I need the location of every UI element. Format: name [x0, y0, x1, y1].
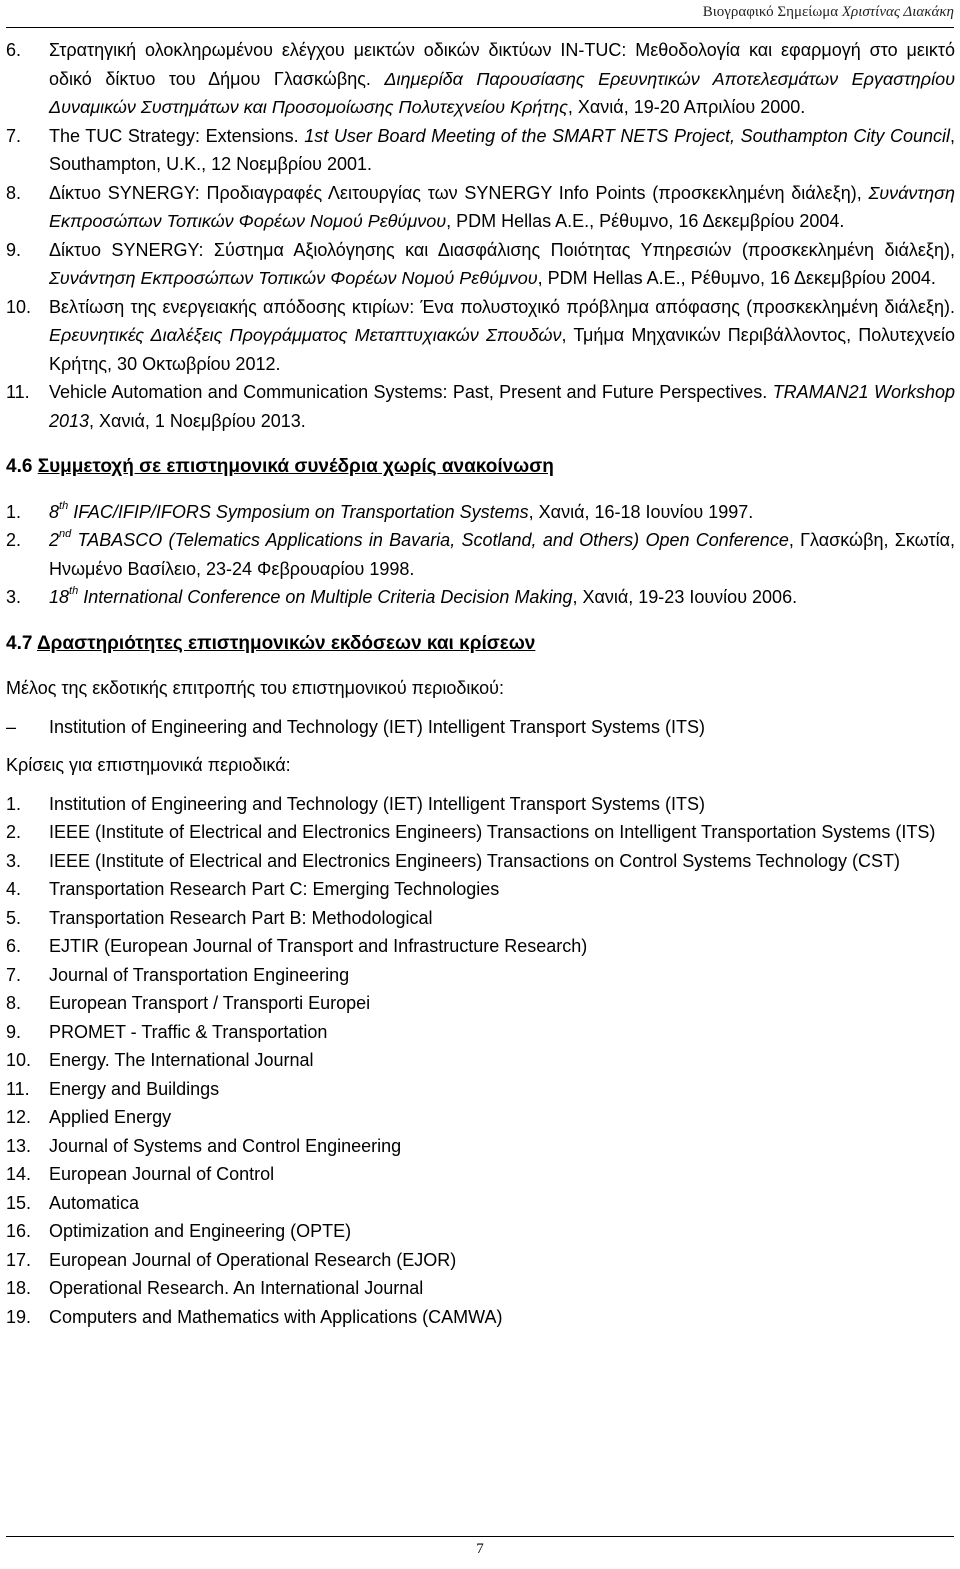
section-heading-4-6 — [6, 453, 955, 482]
journal-list-item — [6, 1274, 955, 1303]
list-item — [6, 583, 955, 612]
list-item — [6, 179, 955, 236]
item-number: 8. — [6, 182, 22, 203]
list-item — [6, 122, 955, 179]
list-item — [6, 498, 955, 527]
journal-list-item — [6, 1246, 955, 1275]
item-details: , Χανιά, 1 Νοεμβρίου 2013. — [89, 410, 306, 431]
journal-list-item — [6, 875, 955, 904]
list-item — [6, 36, 955, 122]
journal-name: Applied Energy — [49, 1107, 172, 1127]
item-text — [49, 583, 955, 612]
item-venue: 1st User Board Meeting of the SMART NETS Project, Southampton City Council — [304, 125, 950, 146]
item-number: 1. — [6, 793, 22, 814]
item-title: The TUC Strategy: Extensions. — [49, 125, 305, 146]
section-heading-4-7 — [6, 630, 955, 659]
journal-list-item — [6, 847, 955, 876]
footer-divider — [6, 1536, 954, 1537]
item-number: 13. — [6, 1135, 32, 1156]
ordinal-suffix: nd — [59, 528, 72, 540]
item-text — [49, 179, 955, 236]
journal-list-item — [6, 818, 955, 847]
ordinal-suffix: th — [69, 585, 79, 597]
page-number: 7 — [476, 1541, 484, 1557]
conference-name: IFAC/IFIP/IFORS Symposium on Transportation Systems — [68, 501, 529, 522]
ordinal-suffix: th — [59, 499, 69, 512]
item-title: Δίκτυο SYNERGY: Προδιαγραφές Λειτουργίας των SYNERGY Info Points (προσκεκλημένη διάλεξη), — [49, 182, 869, 203]
journal-list-item — [6, 904, 955, 933]
item-number: 9. — [6, 239, 22, 260]
item-details: , Γλασκώβη, Σκωτία, Ηνωμένο Βασίλειο, 23-24 Φεβρουαρίου 1998. — [49, 530, 955, 579]
item-text — [49, 236, 955, 293]
item-venue: Ερευνητικές Διαλέξεις Προγράμματος Μεταπτυχιακών Σπουδών — [49, 325, 562, 345]
item-number: 19. — [6, 1306, 32, 1327]
conference-name: TABASCO (Telematics Applications in Bavaria, Scotland, and Others) Open Conference — [71, 530, 789, 550]
item-title: Δίκτυο SYNERGY: Σύστημα Αξιολόγησης και Διασφάλισης Ποιότητας Υπηρεσιών (προσκεκλημένη διάλεξη), — [49, 239, 955, 260]
list-item — [6, 526, 955, 583]
ordinal: 8 — [49, 501, 60, 522]
item-venue: TRAMAN21 Workshop 2013 — [49, 382, 955, 431]
journal-name: IEEE (Institute of Electrical and Electronics Engineers) Transactions on Control Systems Technology (CST) — [49, 850, 901, 871]
journal-name: Institution of Engineering and Technology (IET) Intelligent Transport Systems (ITS) — [49, 793, 705, 814]
item-details: , Τμήμα Μηχανικών Περιβάλλοντος, Πολυτεχνείο Κρήτης, 30 Οκτωβρίου 2012. — [49, 325, 955, 374]
section-title: Συμμετοχή σε επιστημονικά συνέδρια χωρίς ανακοίνωση — [37, 456, 554, 477]
editorial-item — [6, 713, 955, 742]
journals-list — [6, 790, 955, 1332]
item-number: 9. — [6, 1021, 22, 1042]
item-number: 4. — [6, 879, 22, 899]
journal-name: IEEE (Institute of Electrical and Electronics Engineers) Transactions on Intelligent Transportation Systems (ITS) — [49, 822, 936, 842]
list-item — [6, 236, 955, 293]
item-number: 2. — [6, 530, 22, 550]
ordinal: 18 — [49, 587, 70, 607]
journal-list-item — [6, 1132, 955, 1161]
journal-name: Transportation Research Part C: Emerging Technologies — [49, 879, 500, 899]
item-text — [49, 498, 955, 527]
section-number: 4.7 — [6, 632, 33, 654]
item-number: 12. — [6, 1107, 32, 1127]
item-number: 7. — [6, 125, 22, 146]
item-title: Στρατηγική ολοκληρωμένου ελέγχου μεικτών οδικών δικτύων IN-TUC: Μεθοδολογία και εφαρμογή στο μεικτό οδικό δίκτυο του Δήμου Γλασκώβης. — [49, 40, 955, 89]
running-header — [703, 4, 954, 21]
item-number: 3. — [6, 587, 22, 607]
item-title: Vehicle Automation and Communication Systems: Past, Present and Future Perspectives. — [49, 382, 773, 402]
journal-name: European Journal of Control — [49, 1164, 275, 1184]
ordinal: 2 — [49, 530, 60, 550]
journal-name: Computers and Mathematics with Applications (CAMWA) — [49, 1306, 503, 1327]
journal-list-item — [6, 1217, 955, 1246]
item-number: 1. — [6, 501, 22, 522]
talks-list — [6, 36, 955, 435]
item-text — [49, 122, 955, 179]
item-title: Βελτίωση της ενεργειακής απόδοσης κτιρίων: Ένα πολυστοχικό πρόβλημα απόφασης (προσκεκλημένη διάλεξη). — [49, 296, 955, 317]
list-item — [6, 378, 955, 435]
item-number: 3. — [6, 850, 22, 871]
item-number: 11. — [6, 1078, 30, 1099]
header-divider — [6, 27, 954, 28]
item-number: 6. — [6, 40, 22, 60]
item-details: , PDM Hellas A.E., Ρέθυμνο, 16 Δεκεμβρίου 2004. — [537, 268, 936, 288]
item-details: , Southampton, U.K., 12 Νοεμβρίου 2001. — [49, 125, 955, 174]
journal-name: European Transport / Transporti Europei — [49, 993, 371, 1013]
document-body — [6, 36, 955, 1331]
section-number: 4.6 — [6, 456, 33, 477]
journal-list-item — [6, 1189, 955, 1218]
journal-list-item — [6, 790, 955, 819]
journal-name: PROMET - Traffic & Transportation — [49, 1021, 328, 1042]
section-title: Δραστηριότητες επιστημονικών εκδόσεων και κρίσεων — [37, 632, 536, 654]
journal-name: Automatica — [49, 1192, 140, 1213]
journal-list-item — [6, 1160, 955, 1189]
journal-list-item — [6, 932, 955, 961]
item-text — [49, 526, 955, 583]
item-number: 18. — [6, 1278, 32, 1298]
journal-list-item — [6, 989, 955, 1018]
journal-name: Energy. The International Journal — [49, 1050, 314, 1070]
item-number: 7. — [6, 964, 22, 985]
journal-list-item — [6, 1018, 955, 1047]
dash-bullet: – — [6, 716, 17, 737]
item-number: 15. — [6, 1192, 32, 1213]
item-text — [49, 378, 955, 435]
journal-name: European Journal of Operational Research (EJOR) — [49, 1249, 457, 1270]
journal-list-item — [6, 961, 955, 990]
item-venue: Συνάντηση Εκπροσώπων Τοπικών Φορέων Νομού Ρεθύμνου — [49, 182, 955, 231]
item-details: , Χανιά, 19-20 Απριλίου 2000. — [567, 97, 806, 117]
item-number: 10. — [6, 1050, 32, 1070]
journal-name: Optimization and Engineering (OPTE) — [49, 1221, 352, 1241]
item-number: 16. — [6, 1221, 32, 1241]
item-number: 10. — [6, 296, 32, 317]
reviews-label: Κρίσεις για επιστημονικά περιοδικά: — [6, 755, 291, 775]
conference-name: International Conference on Multiple Criteria Decision Making — [78, 587, 573, 607]
item-number: 17. — [6, 1249, 32, 1270]
item-number: 5. — [6, 907, 22, 928]
journal-list-item — [6, 1303, 955, 1332]
item-number: 2. — [6, 822, 22, 842]
item-number: 11. — [6, 382, 30, 402]
list-item — [6, 293, 955, 379]
journal-name: Journal of Transportation Engineering — [49, 964, 350, 985]
item-text — [49, 293, 955, 379]
item-venue: Συνάντηση Εκπροσώπων Τοπικών Φορέων Νομού Ρεθύμνου — [49, 268, 538, 288]
item-details: , Χανιά, 19-23 Ιουνίου 2006. — [572, 587, 798, 607]
conferences-list — [6, 498, 955, 612]
item-venue: Διημερίδα Παρουσίασης Ερευνητικών Αποτελεσμάτων Εργαστηρίου Δυναμικών Συστημάτων και Προσομοίωσης Πολυτεχνείου Κρήτης — [49, 68, 955, 117]
header-author: Χριστίνας Διακάκη — [841, 4, 954, 20]
journal-name: Journal of Systems and Control Engineering — [49, 1135, 402, 1156]
item-text — [49, 36, 955, 122]
editorial-journal: Institution of Engineering and Technology (IET) Intelligent Transport Systems (ITS) — [49, 716, 705, 737]
item-details: , PDM Hellas A.E., Ρέθυμνο, 16 Δεκεμβρίου 2004. — [446, 211, 845, 231]
header-title: Βιογραφικό Σημείωμα — [702, 4, 839, 20]
journal-list-item — [6, 1103, 955, 1132]
journal-list-item — [6, 1075, 955, 1104]
item-number: 8. — [6, 993, 22, 1013]
item-number: 6. — [6, 936, 22, 956]
journal-name: Transportation Research Part B: Methodological — [49, 907, 433, 928]
journal-list-item — [6, 1046, 955, 1075]
journal-name: EJTIR (European Journal of Transport and Infrastructure Research) — [49, 936, 588, 956]
item-number: 14. — [6, 1164, 32, 1184]
journal-name: Energy and Buildings — [49, 1078, 220, 1099]
journal-name: Operational Research. An International Journal — [49, 1278, 424, 1298]
editorial-label: Μέλος της εκδοτικής επιτροπής του επιστημονικού περιοδικού: — [6, 678, 505, 698]
item-details: , Χανιά, 16-18 Ιουνίου 1997. — [528, 501, 754, 522]
